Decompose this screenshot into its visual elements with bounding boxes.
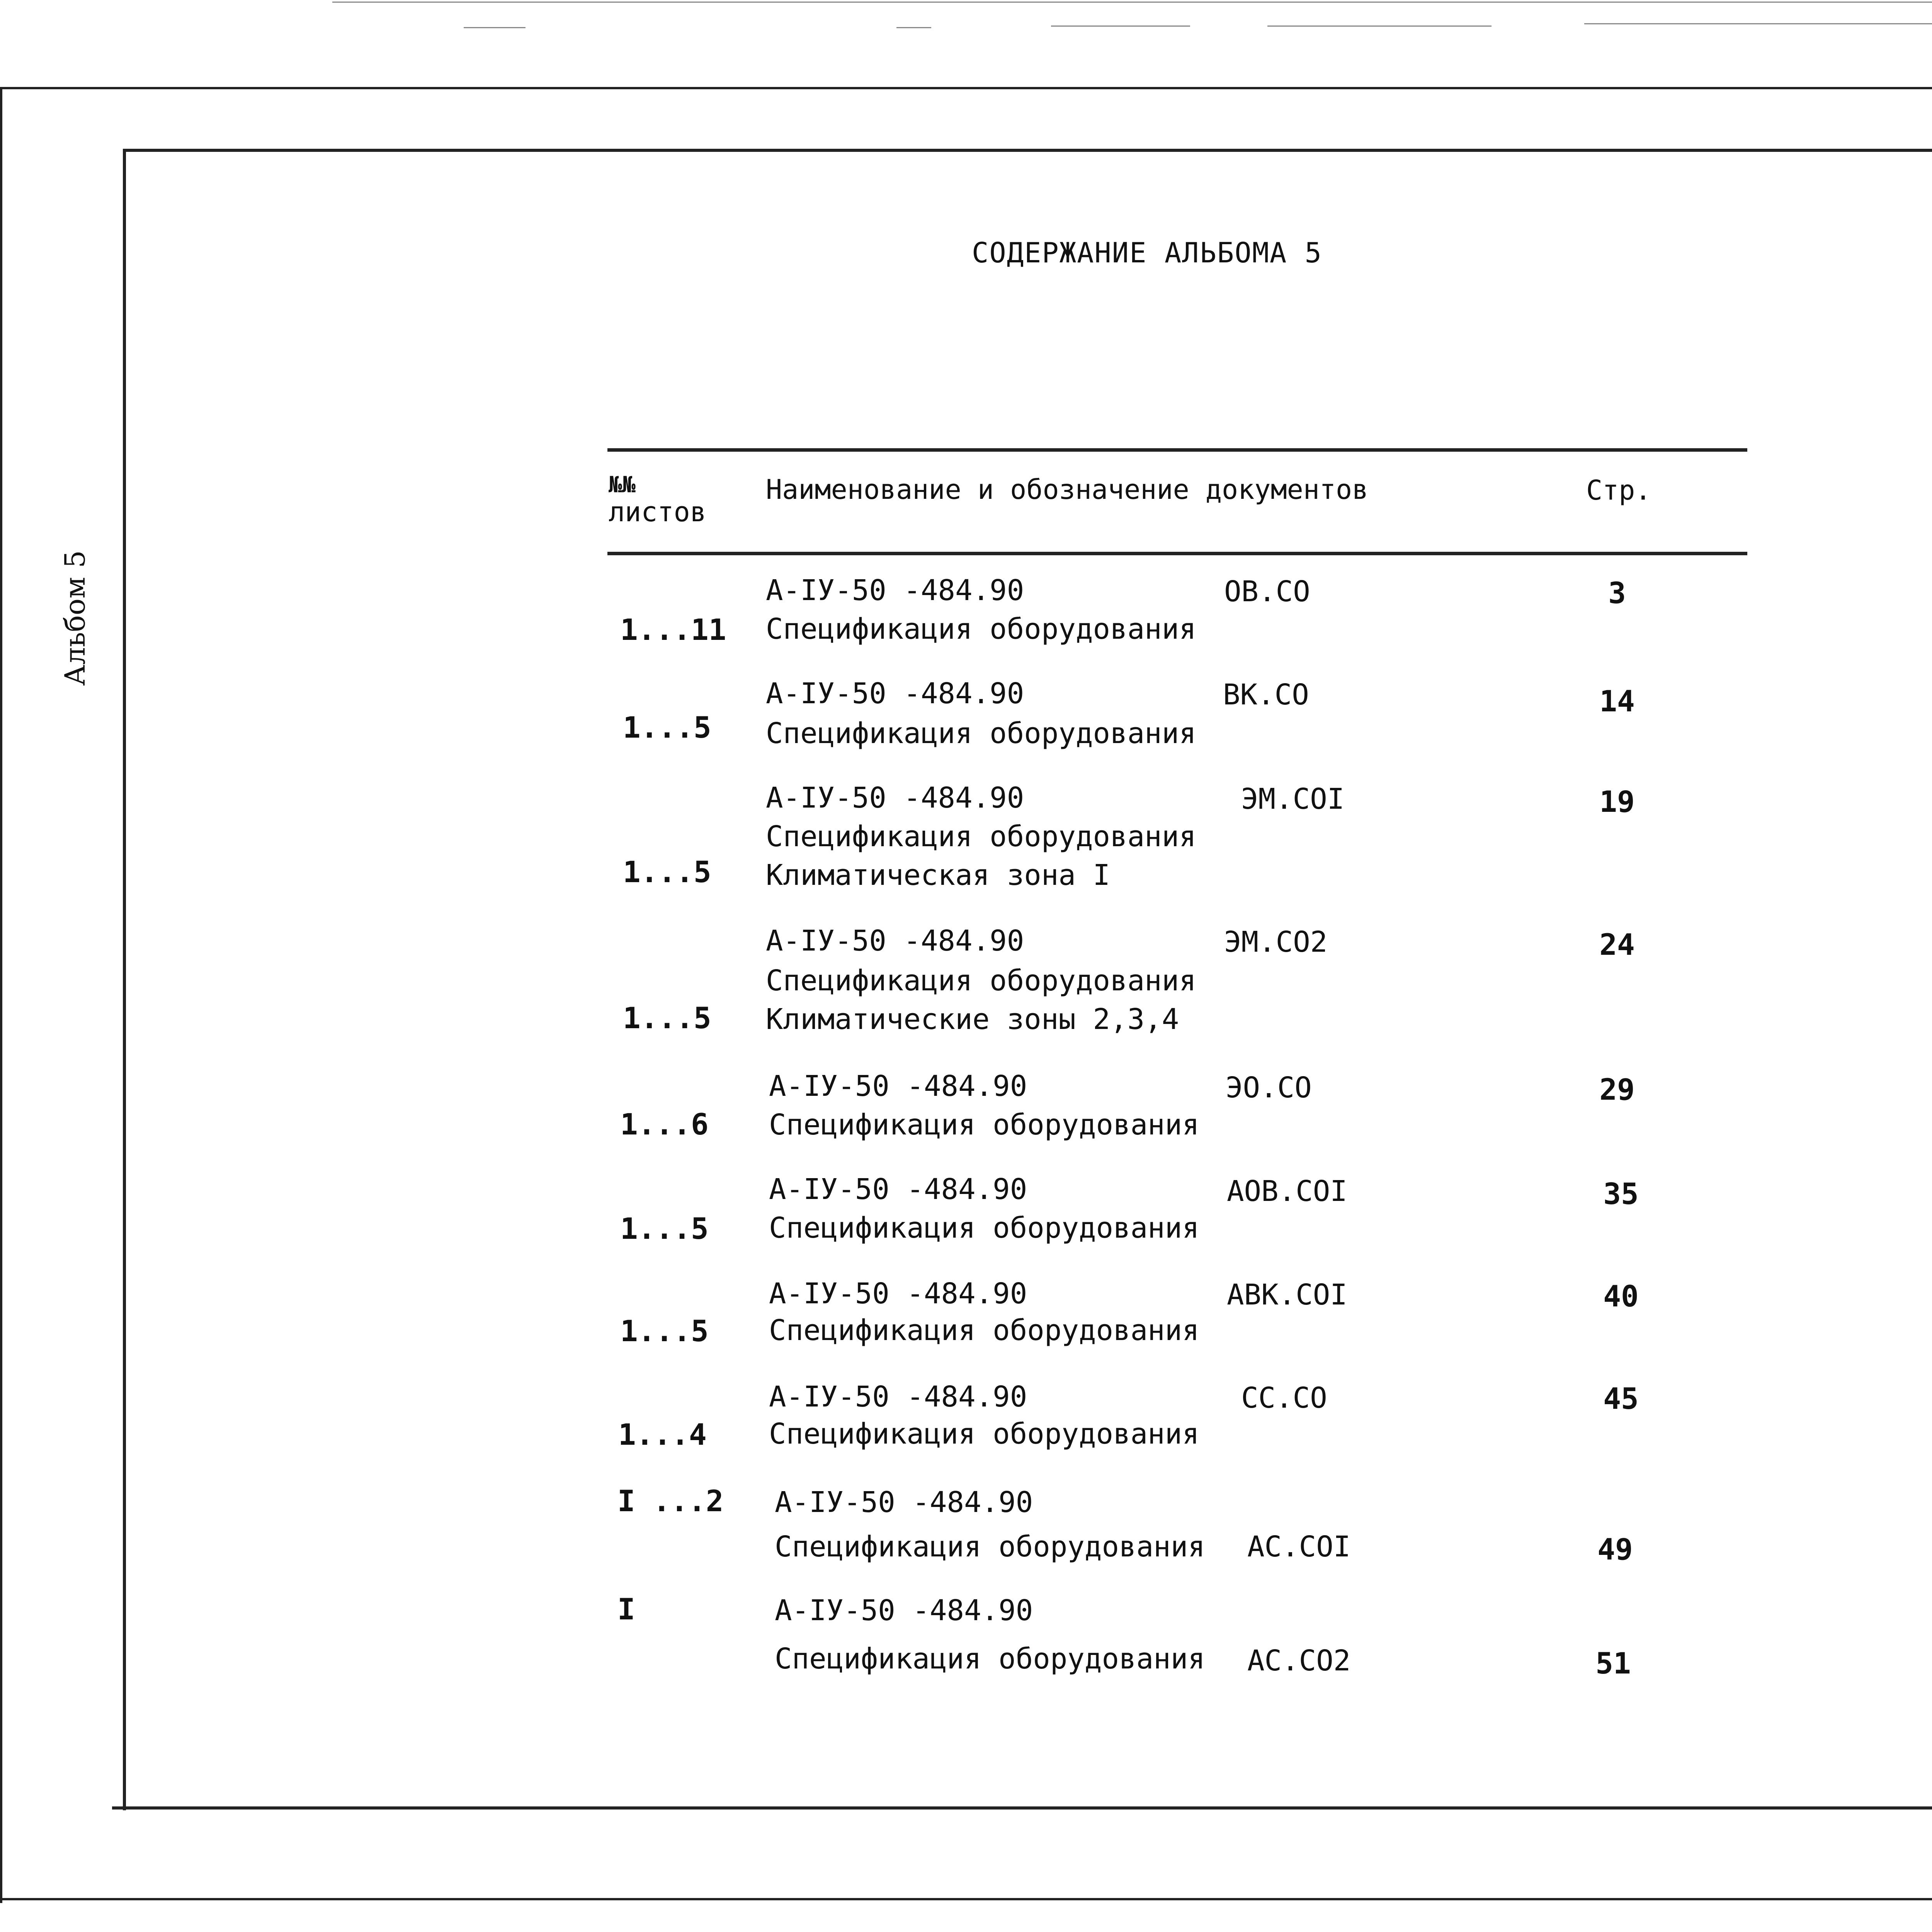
row-10-code: А-IУ-50 -484.90 [775, 1594, 1033, 1627]
scan-artifact [464, 27, 526, 28]
row-8-mark: СС.СО [1241, 1381, 1327, 1415]
header-sheets-no: №№ [609, 471, 636, 498]
row-9-code: А-IУ-50 -484.90 [775, 1486, 1033, 1519]
frame-top [123, 149, 1932, 152]
row-6-mark: АОВ.СОI [1227, 1175, 1347, 1208]
row-9-mark: АС.СОI [1247, 1530, 1351, 1563]
row-9-desc: Спецификация оборудования [775, 1530, 1205, 1563]
row-9-sheets: I ...2 [617, 1484, 724, 1518]
row-8-sheets: 1...4 [618, 1417, 707, 1452]
row-5-sheets: 1...6 [620, 1107, 709, 1141]
row-6-code: А-IУ-50 -484.90 [769, 1173, 1027, 1206]
outer-border-left [0, 87, 2, 1903]
row-10-sheets: I [617, 1592, 635, 1626]
row-1-code: А-IУ-50 -484.90 [766, 574, 1024, 607]
row-5-desc: Спецификация оборудования [769, 1108, 1199, 1141]
header-page: Стр. [1586, 474, 1651, 506]
row-7-code: А-IУ-50 -484.90 [769, 1277, 1027, 1310]
frame-left [123, 149, 126, 1810]
scan-artifact [1051, 26, 1190, 27]
table-header-rule [607, 552, 1747, 555]
row-8-code: А-IУ-50 -484.90 [769, 1380, 1027, 1413]
row-3-sheets: 1...5 [623, 855, 711, 889]
row-6-desc: Спецификация оборудования [769, 1211, 1199, 1245]
row-1-page: 3 [1608, 576, 1626, 610]
scan-artifact [896, 27, 931, 28]
scan-artifact [1267, 26, 1492, 27]
album-side-label: Альбом 5 [59, 550, 91, 686]
header-name: Наименование и обозначение документов [766, 474, 1369, 505]
row-7-page: 40 [1603, 1279, 1639, 1313]
table-top-rule [607, 448, 1747, 452]
row-2-desc: Спецификация оборудования [766, 717, 1196, 750]
row-5-mark: ЭО.СО [1226, 1071, 1312, 1104]
row-1-sheets: 1...11 [620, 612, 726, 647]
row-4-code: А-IУ-50 -484.90 [766, 924, 1024, 957]
row-6-page: 35 [1603, 1177, 1639, 1211]
row-5-code: А-IУ-50 -484.90 [769, 1070, 1027, 1103]
row-10-page: 51 [1595, 1646, 1631, 1680]
row-2-page: 14 [1599, 684, 1635, 718]
row-8-desc: Спецификация оборудования [769, 1417, 1199, 1451]
row-3-desc: Спецификация оборудования [766, 820, 1196, 853]
row-6-sheets: 1...5 [620, 1211, 709, 1246]
row-4-sheets: 1...5 [623, 1001, 711, 1035]
row-4-desc: Спецификация оборудования [766, 964, 1196, 997]
scan-artifact [1584, 23, 1932, 24]
header-sheets: листов [609, 496, 706, 528]
row-3-page: 19 [1599, 784, 1635, 819]
row-1-desc: Спецификация оборудования [766, 612, 1196, 646]
row-8-page: 45 [1603, 1381, 1639, 1416]
row-1-mark: ОВ.СО [1224, 575, 1310, 608]
row-5-page: 29 [1599, 1072, 1635, 1107]
row-4-page: 24 [1599, 927, 1635, 962]
row-10-mark: АС.СО2 [1247, 1644, 1351, 1677]
row-7-desc: Спецификация оборудования [769, 1314, 1199, 1347]
scan-artifact [332, 2, 1932, 3]
row-3-mark: ЭМ.СОI [1241, 782, 1345, 816]
row-10-desc: Спецификация оборудования [775, 1642, 1205, 1675]
outer-border-bottom [0, 1898, 1932, 1900]
row-3-desc2: Климатическая зона I [766, 859, 1111, 892]
row-7-sheets: 1...5 [620, 1314, 709, 1348]
row-3-code: А-IУ-50 -484.90 [766, 781, 1024, 815]
row-9-page: 49 [1597, 1532, 1633, 1566]
row-2-mark: ВК.СО [1223, 678, 1309, 711]
outer-border-top [0, 87, 1932, 89]
row-4-desc2: Климатические зоны 2,3,4 [766, 1003, 1179, 1036]
row-7-mark: АВК.СОI [1227, 1278, 1347, 1311]
page-title: СОДЕРЖАНИЕ АЛЬБОМА 5 [972, 236, 1322, 269]
row-4-mark: ЭМ.СО2 [1224, 925, 1328, 959]
row-2-code: А-IУ-50 -484.90 [766, 677, 1024, 710]
row-2-sheets: 1...5 [623, 710, 711, 745]
frame-bottom [112, 1806, 1932, 1810]
